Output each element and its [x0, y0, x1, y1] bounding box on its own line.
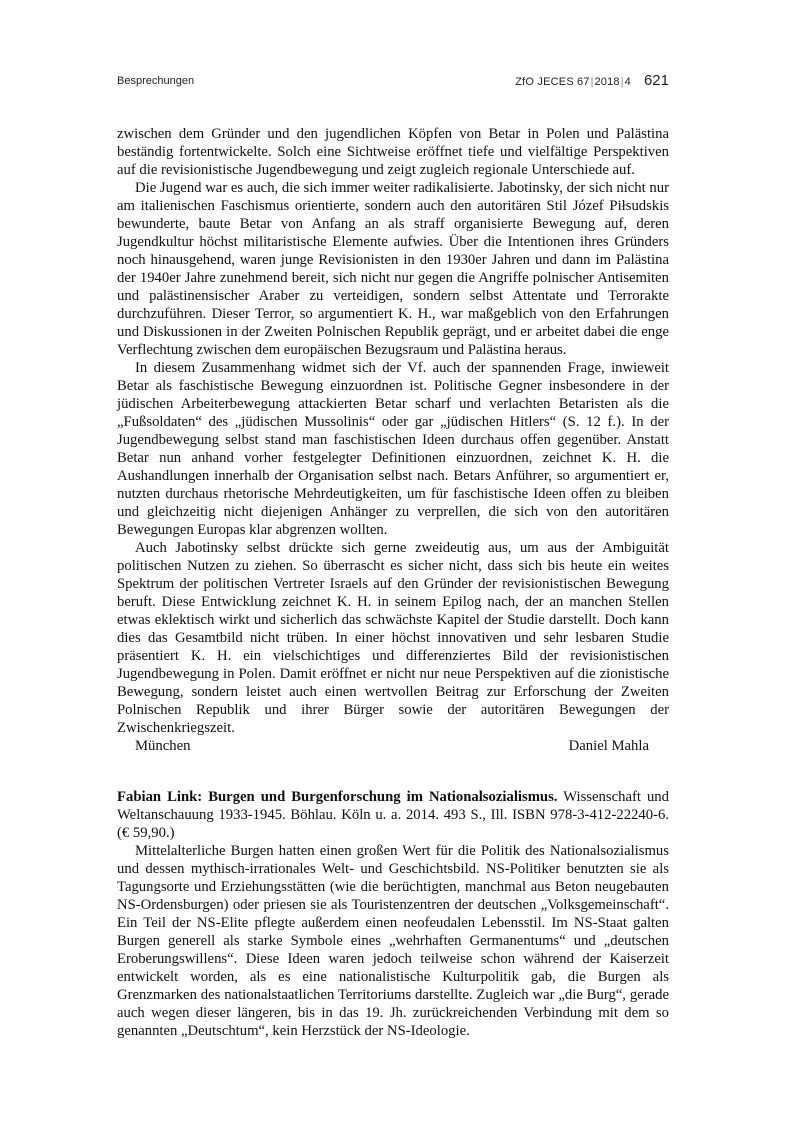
review-continued	[117, 125, 669, 755]
book-citation	[117, 788, 669, 842]
body-paragraph: Auch Jabotinsky selbst drückte sich gerne zweideutig aus, um aus der Ambiguität politischen Nutzen zu ziehen. So überrascht es sicher nicht, dass sich bis heute ein weites Spektrum der politischen Vertreter Israels auf den Gründer der revisionistischen Bewegung beruft. Diese Entwicklung zeichnet K. H. in seinem Epilog nach, der an manchen Stellen etwas eklektisch wirkt und sicherlich das schwächste Kapitel der Studie darstellt. Doch kann dies das Gesamtbild nicht trüben. In einer höchst innovativen und sehr lesbaren Studie präsentiert K. H. ein vielschichtiges und differenziertes Bild der revisionistischen Jugendbewegung in Polen. Damit eröffnet er nicht nur neue Perspektiven auf die zionistische Bewegung, sondern leistet auch einen wertvollen Beitrag zur Erforschung der Zweiten Polnischen Republik und ihrer Bürger sowie der autoritären Bewegungen der Zwischenkriegszeit.	[117, 540, 669, 736]
book-details: Wissenschaft und Weltanschauung 1933-1945. Böhlau. Köln u. a. 2014. 493 S., Ill. ISBN 978-3-412-22240-6. (€ 59,90.)	[117, 789, 669, 841]
journal-info	[515, 72, 669, 89]
page-number: 621	[643, 72, 669, 89]
header-separator: |	[620, 76, 624, 88]
review-new	[117, 788, 669, 1040]
page-body	[117, 125, 669, 1040]
review-signature	[117, 737, 669, 755]
journal-year: 2018	[594, 76, 620, 88]
journal-name: ZfO JECES	[515, 76, 574, 88]
journal-issue: 4	[624, 76, 631, 88]
header-separator: |	[590, 76, 594, 88]
body-paragraph: Die Jugend war es auch, die sich immer weiter radikalisierte. Jabotinsky, der sich nicht nur am italienischen Faschismus orientierte, sondern auch den autoritären Stil Józef Piłsudskis bewunderte, baute Betar von Anfang an als straff organisierte Bewegung auf, deren Jugendkultur höchst militaristische Elemente aufwies. Über die Intentionen ihres Gründers noch hinausgehend, waren junge Revisionisten in den 1930er Jahren und dann im Palästina der 1940er Jahre zunehmend bereit, sich nicht nur gegen die Angriffe polnischer Antisemiten und palästinensischer Araber zu verteidigen, sondern selbst Attentate und Terrorakte durchzuführen. Dieser Terror, so argumentiert K. H., war maßgeblich von den Erfahrungen und Diskussionen in der Zweiten Polnischen Republik geprägt, und er arbeitet dabei die enge Verflechtung zwischen dem europäischen Bezugsraum und Palästina heraus.	[117, 180, 669, 358]
body-paragraph: In diesem Zusammenhang widmet sich der Vf. auch der spannenden Frage, inwieweit Betar als faschistische Bewegung einzuordnen ist. Politische Gegner insbesondere in der jüdischen Arbeiterbewegung attackierten Betar scharf und verlachten Betaristen als die „Fußsoldaten“ des „jüdischen Mussolinis“ oder gar „jüdischen Hitlers“ (S. 12 f.). In der Jugendbewegung selbst stand man faschistischen Ideen durchaus offen gegenüber. Anstatt Betar nun anhand vorher festgelegter Definitionen einzuordnen, zeichnet K. H. die Aushandlungen innerhalb der Organisation selbst nach. Betars Anführer, so argumentiert er, nutzten durchaus rhetorische Mehrdeutigkeiten, um für faschistische Ideen offen zu bleiben und gleichzeitig nicht diejenigen Anhänger zu verprellen, die sich von den autoritären Bewegungen Europas klar abgrenzen wollten.	[117, 360, 669, 538]
signature-place: München	[135, 738, 191, 754]
book-author-title: Fabian Link: Burgen und Burgenforschung im Nationalsozialismus.	[117, 789, 558, 805]
running-header	[117, 72, 669, 92]
signature-reviewer: Daniel Mahla	[568, 738, 649, 754]
journal-volume: 67	[576, 76, 590, 88]
body-paragraph: Mittelalterliche Burgen hatten einen großen Wert für die Politik des Nationalsozialismus und dessen mythisch-irrationales Welt- und Geschichtsbild. NS-Politiker benutzten sie als Tagungsorte und Erziehungsstätten (wie die berüchtigten, manchmal aus Beton neugebauten NS-Ordensburgen) oder priesen sie als Touristenzentren der deutschen „Volksgemeinschaft“. Ein Teil der NS-Elite pflegte außerdem einen neofeudalen Lebensstil. Im NS-Staat galten Burgen generell als starke Symbole eines „wehrhaften Germanentums“ und „deutschen Eroberungswillens“. Diese Ideen waren jedoch teilweise schon während der Kaiserzeit entwickelt worden, als es eine nationalistische Kulturpolitik gab, die Burgen als Grenzmarken des nationalstaatlichen Territoriums darstellte. Zugleich war „die Burg“, gerade auch wegen dieser längeren, bis in das 19. Jh. zurückreichenden Verbindung mit dem so genannten „Deutschtum“, kein Herzstück der NS-Ideologie.	[117, 843, 669, 1039]
body-paragraph: zwischen dem Gründer und den jugendlichen Köpfen von Betar in Polen und Palästina beständig fortentwickelte. Solch eine Sichtweise eröffnet tiefe und vielfältige Perspektiven auf die revisionistische Jugendbewegung und zeigt zugleich regionale Unterschiede auf.	[117, 126, 669, 178]
section-title: Besprechungen	[117, 75, 195, 87]
